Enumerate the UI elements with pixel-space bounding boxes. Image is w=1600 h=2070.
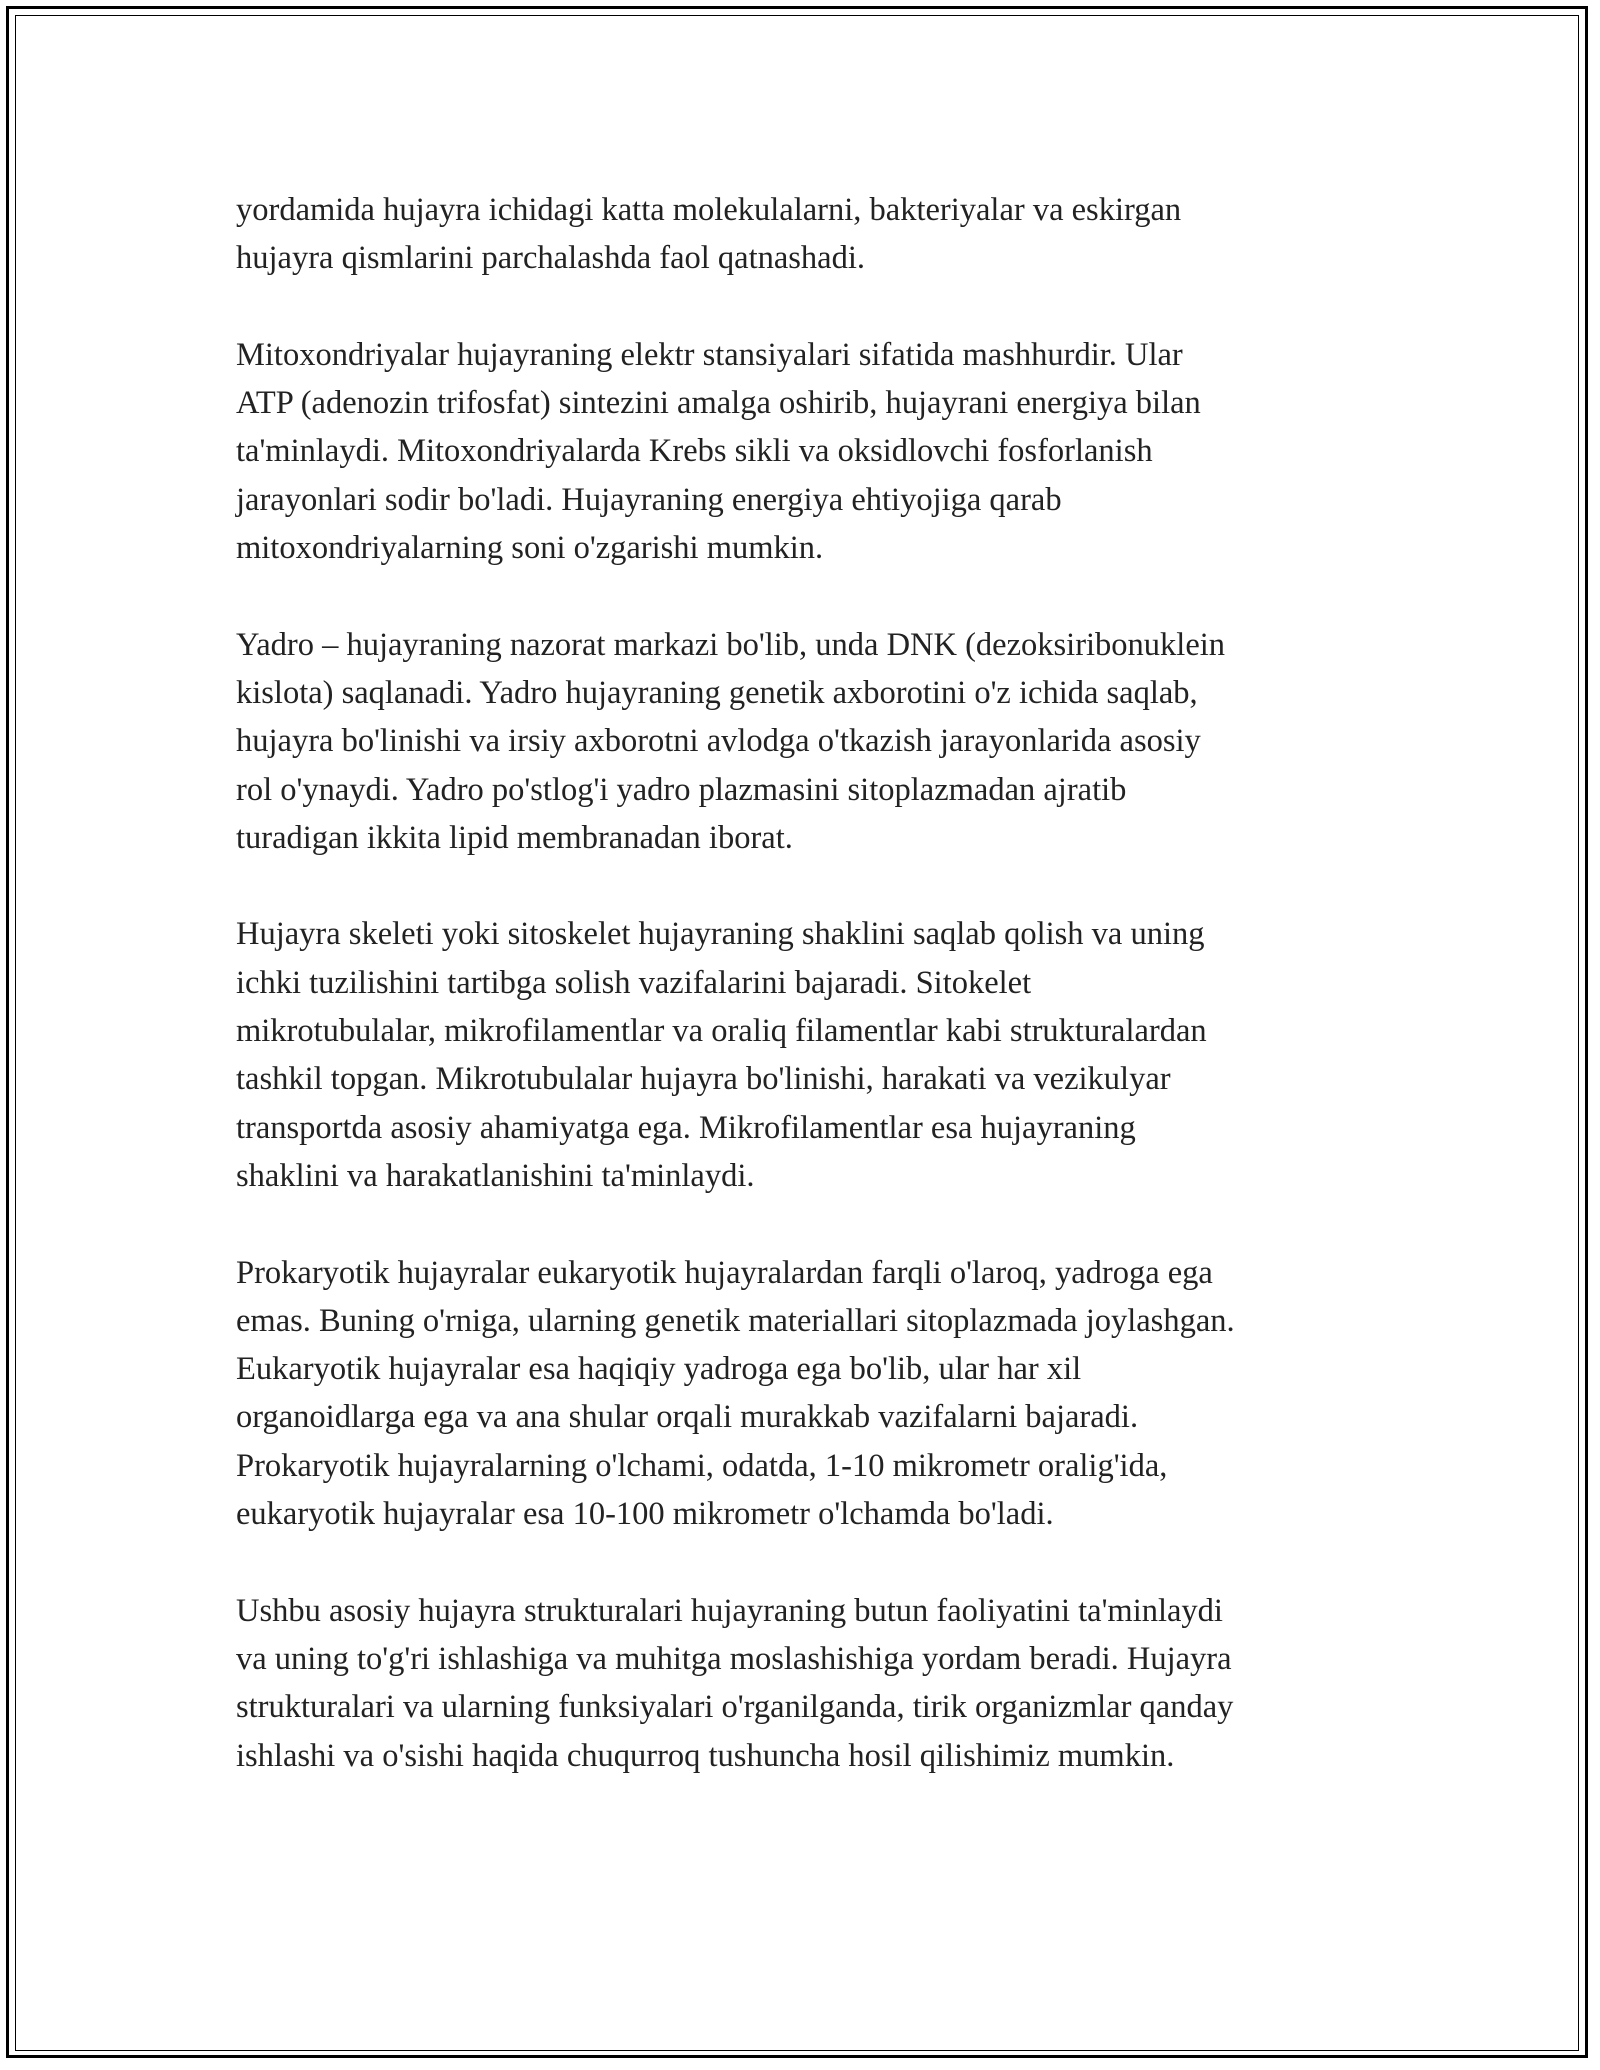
text-line: rol o'ynaydi. Yadro po'stlog'i yadro plazmasini sitoplazmadan ajratib [236,771,1127,808]
paragraph-conclusion [236,1587,1366,1780]
text-line: turadigan ikkita lipid membranadan iborat. [236,819,793,856]
text-line: ishlashi va o'sishi haqida chuqurroq tushuncha hosil qilishimiz mumkin. [236,1737,1175,1774]
text-line: ATP (adenozin trifosfat) sintezini amalga oshirib, hujayrani energiya bilan [236,385,1201,422]
text-line: transportda asosiy ahamiyatga ega. Mikrofilamentlar esa hujayraning [236,1109,1136,1146]
document-body [236,186,1366,1828]
paragraph-prokaryotes [236,1249,1366,1539]
text-line: Yadro – hujayraning nazorat markazi bo'lib, unda DNK (dezoksiribonuklein [236,626,1226,663]
paragraph-lysosome-continuation [236,186,1366,283]
text-line: kislota) saqlanadi. Yadro hujayraning genetik axborotini o'z ichida saqlab, [236,674,1198,711]
text-line: Hujayra skeleti yoki sitoskelet hujayraning shaklini saqlab qolish va uning [236,916,1205,953]
text-line: Prokaryotik hujayralarning o'lchami, odatda, 1-10 mikrometr oralig'ida, [236,1447,1168,1484]
text-line: shaklini va harakatlanishini ta'minlaydi. [236,1157,755,1194]
text-line: hujayra qismlarini parchalashda faol qatnashadi. [236,240,866,277]
paragraph-cytoskeleton [236,910,1366,1200]
paragraph-mitochondria [236,331,1366,572]
text-line: tashkil topgan. Mikrotubulalar hujayra bo'linishi, harakati va vezikulyar [236,1061,1171,1098]
text-line: ichki tuzilishini tartibga solish vazifalarini bajaradi. Sitokelet [236,964,1032,1001]
text-line: Mitoxondriyalar hujayraning elektr stansiyalari sifatida mashhurdir. Ular [236,336,1183,373]
text-line: Eukaryotik hujayralar esa haqiqiy yadroga ega bo'lib, ular har xil [236,1351,1082,1388]
paragraph-nucleus [236,621,1366,862]
text-line: Ushbu asosiy hujayra strukturalari hujayraning butun faoliyatini ta'minlaydi [236,1592,1223,1629]
text-line: eukaryotik hujayralar esa 10-100 mikrometr o'lchamda bo'ladi. [236,1496,1054,1533]
text-line: organoidlarga ega va ana shular orqali murakkab vazifalarni bajaradi. [236,1399,1139,1436]
text-line: hujayra bo'linishi va irsiy axborotni avlodga o'tkazish jarayonlarida asosiy [236,723,1201,760]
text-line: mitoxondriyalarning soni o'zgarishi mumkin. [236,530,824,567]
text-line: jarayonlari sodir bo'ladi. Hujayraning energiya ehtiyojiga qarab [236,481,1062,518]
text-line: emas. Buning o'rniga, ularning genetik materiallari sitoplazmada joylashgan. [236,1302,1235,1339]
text-line: Prokaryotik hujayralar eukaryotik hujayralardan farqli o'laroq, yadroga ega [236,1254,1213,1291]
text-line: va uning to'g'ri ishlashiga va muhitga moslashishiga yordam beradi. Hujayra [236,1640,1232,1677]
text-line: mikrotubulalar, mikrofilamentlar va oraliq filamentlar kabi strukturalardan [236,1013,1207,1050]
text-line: ta'minlaydi. Mitoxondriyalarda Krebs sikli va oksidlovchi fosforlanish [236,433,1153,470]
text-line: yordamida hujayra ichidagi katta molekulalarni, bakteriyalar va eskirgan [236,192,1182,228]
text-line: strukturalari va ularning funksiyalari o'rganilganda, tirik organizmlar qanday [236,1689,1234,1726]
